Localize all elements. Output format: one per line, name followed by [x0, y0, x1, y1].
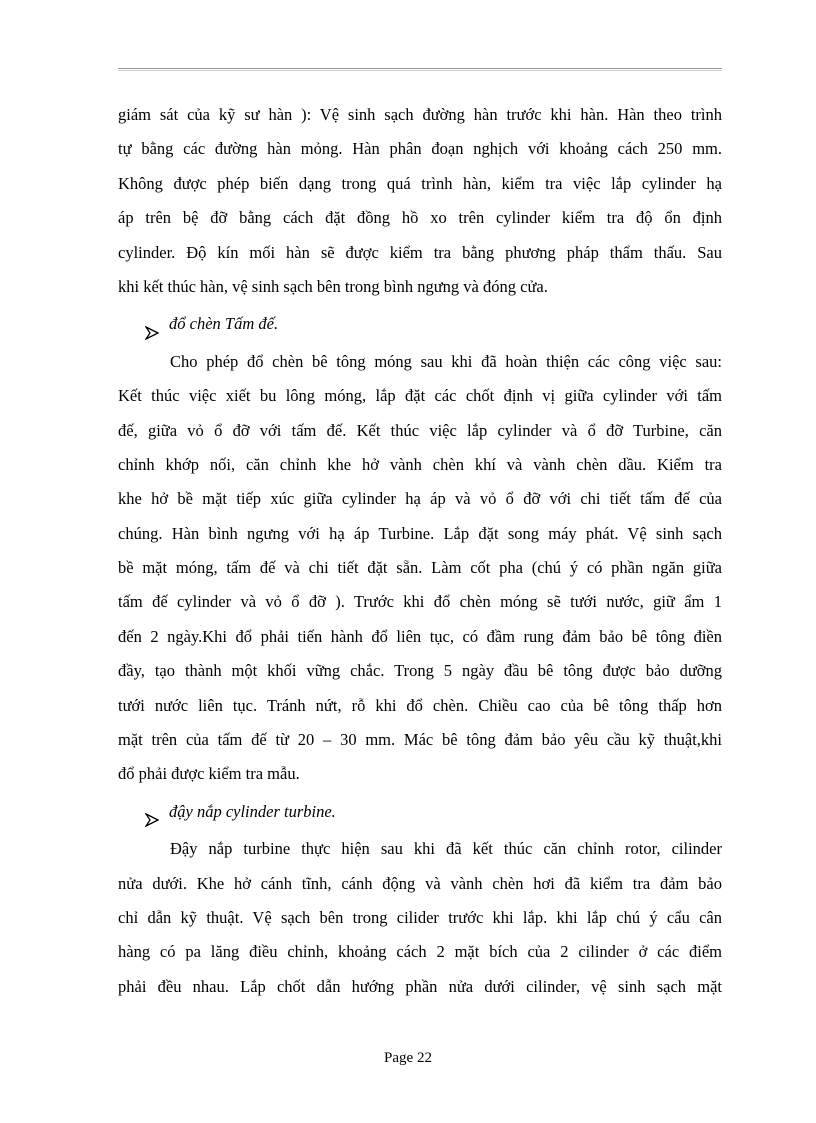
text-line: chỉ dẫn kỹ thuật. Vệ sạch bên trong cilider trước khi lắp. khi lắp chú ý cẩu cân	[118, 907, 722, 927]
text-line: mặt trên của tấm đế từ 20 – 30 mm. Mác bê tông đảm bảo yêu cầu kỹ thuật,khi	[118, 730, 722, 750]
text-line: nửa dưới. Khe hở cánh tĩnh, cánh động và vành chèn hơi đã kiểm tra đảm bảo	[118, 873, 722, 893]
paragraph-welding	[118, 98, 722, 304]
text-line: Cho phép đổ chèn bê tông móng sau khi đã hoàn thiện các công việc sau:	[170, 351, 722, 371]
text-line: bề mặt móng, tấm đế và chi tiết đặt sẵn. Làm cốt pha (chú ý có phần ngăn giữa	[118, 558, 722, 578]
text-line: Đậy nắp turbine thực hiện sau khi đã kết thúc căn chỉnh rotor, cilinder	[170, 839, 722, 859]
paragraph-cylinder-cover	[118, 832, 722, 1004]
page-number: Page 22	[384, 1050, 432, 1066]
text-line: hàng có pa lăng điều chỉnh, khoảng cách 2 mặt bích của 2 cilinder ở các điểm	[118, 942, 722, 962]
text-line: đầy, tạo thành một khối vững chắc. Trong 5 ngày đầu bê tông được bảo dưỡng	[118, 661, 722, 681]
text-line: Kết thúc việc xiết bu lông móng, lắp đặt các chốt định vị giữa cylinder với tấm	[118, 386, 722, 406]
text-line: áp trên bệ đỡ bằng cách đặt đồng hồ xo trên cylinder kiểm tra độ ổn định	[118, 208, 722, 228]
section-title: đổ chèn Tấm đế.	[169, 314, 279, 334]
text-line: phải đều nhau. Lắp chốt dẫn hướng phần nửa dưới cilinder, vệ sinh sạch mặt	[118, 976, 722, 996]
text-line: cylinder. Độ kín mối hàn sẽ được kiểm tra bằng phương pháp thẩm thấu. Sau	[118, 242, 722, 262]
text-line: chỉnh khớp nối, căn chỉnh khe hở vành chèn khí và vành chèn dầu. Kiểm tra	[118, 454, 722, 474]
arrowhead-bullet-icon	[145, 318, 159, 332]
text-line: đổ phải được kiểm tra mẫu.	[118, 764, 300, 784]
text-line: tưới nước liên tục. Tránh nứt, rỗ khi đổ chèn. Chiều cao của bê tông thấp hơn	[118, 695, 722, 715]
text-line: tự bằng các đường hàn mỏng. Hàn phân đoạn nghịch với khoảng cách 250 mm.	[118, 139, 722, 159]
text-line: giám sát của kỹ sư hàn ): Vệ sinh sạch đường hàn trước khi hàn. Hàn theo trình	[118, 105, 722, 124]
header-rule	[118, 68, 722, 71]
arrowhead-bullet-icon	[145, 805, 159, 819]
text-line: đến 2 ngày.Khi đổ phải tiến hành đổ liên tục, có đầm rung đảm bảo bê tông điền	[118, 626, 722, 646]
text-line: tấm đế cylinder và vỏ ổ đỡ ). Trước khi đổ chèn móng sẽ tưới nước, giữ ẩm 1	[118, 592, 722, 612]
section-title: đậy nắp cylinder turbine.	[169, 801, 336, 821]
section-heading-cylinder-cover	[118, 795, 722, 829]
section-heading-grouting	[118, 307, 722, 341]
text-line: khe hở bề mặt tiếp xúc giữa cylinder hạ áp và vỏ ổ đỡ với chi tiết tấm đế của	[118, 489, 722, 509]
text-line: chúng. Hàn bình ngưng với hạ áp Turbine. Lắp đặt song máy phát. Vệ sinh sạch	[118, 523, 722, 543]
text-line: khi kết thúc hàn, vệ sinh sạch bên trong bình ngưng và đóng cửa.	[118, 276, 548, 296]
text-line: đế, giữa vỏ ổ đỡ với tấm đế. Kết thúc việc lắp cylinder và ổ đỡ Turbine, căn	[118, 420, 722, 440]
paragraph-grouting	[118, 345, 722, 792]
text-line: Không được phép biến dạng trong quá trình hàn, kiểm tra việc lắp cylinder hạ	[118, 173, 722, 193]
page-content	[118, 98, 722, 1004]
